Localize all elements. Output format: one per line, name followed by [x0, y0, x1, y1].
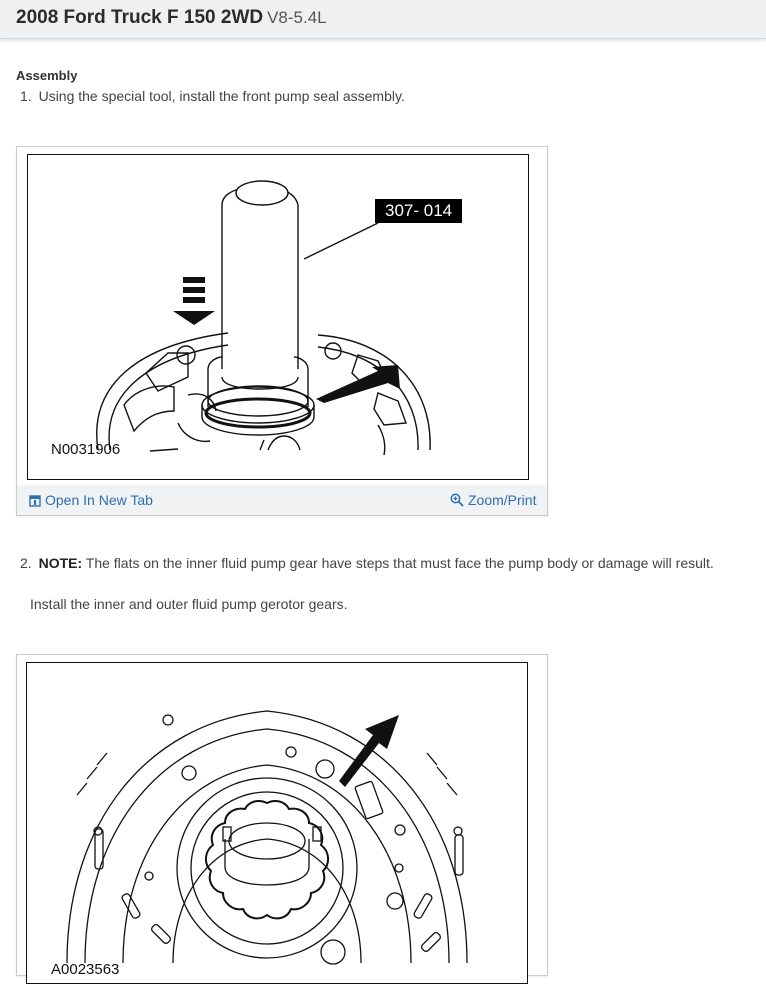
tool-number-label: 307- 014: [375, 199, 462, 223]
gerotor-gears-illustration: [27, 663, 527, 983]
section-title: Assembly: [16, 68, 78, 83]
figure-1-illustration[interactable]: [27, 154, 529, 480]
open-in-new-tab-label: Open In New Tab: [45, 492, 153, 508]
figure-1-code: N0031906: [51, 441, 121, 458]
new-tab-icon: [29, 495, 41, 507]
figure-1-footer: [17, 485, 547, 515]
zoom-icon: [450, 493, 464, 507]
zoom-print-link[interactable]: [450, 492, 536, 508]
zoom-print-label: Zoom/Print: [468, 492, 537, 508]
note-label: NOTE:: [38, 555, 83, 571]
figure-2-illustration[interactable]: [26, 662, 528, 984]
step-2-text: Install the inner and outer fluid pump gerotor gears.: [30, 596, 348, 612]
figure-2-code: A0023563: [51, 961, 120, 978]
vehicle-title: 2008 Ford Truck F 150 2WD: [16, 7, 264, 28]
step-1-number: 1.: [20, 88, 32, 104]
gear-pointer-arrow-icon: [339, 715, 399, 787]
page-header: [0, 0, 766, 39]
step-1-text: Using the special tool, install the front pump seal assembly.: [38, 88, 405, 104]
open-in-new-tab-link[interactable]: [29, 492, 153, 508]
step-2-note: [20, 555, 714, 571]
step-2-number: 2.: [20, 555, 32, 571]
step-1: [20, 88, 405, 104]
page-title: [16, 7, 327, 29]
note-text: The flats on the inner fluid pump gear have steps that must face the pump body or damage will result.: [85, 555, 714, 571]
figure-2: [16, 654, 548, 976]
engine-label: V8-5.4L: [267, 8, 327, 27]
figure-1: [16, 146, 548, 516]
down-arrow-icon: [173, 277, 215, 325]
